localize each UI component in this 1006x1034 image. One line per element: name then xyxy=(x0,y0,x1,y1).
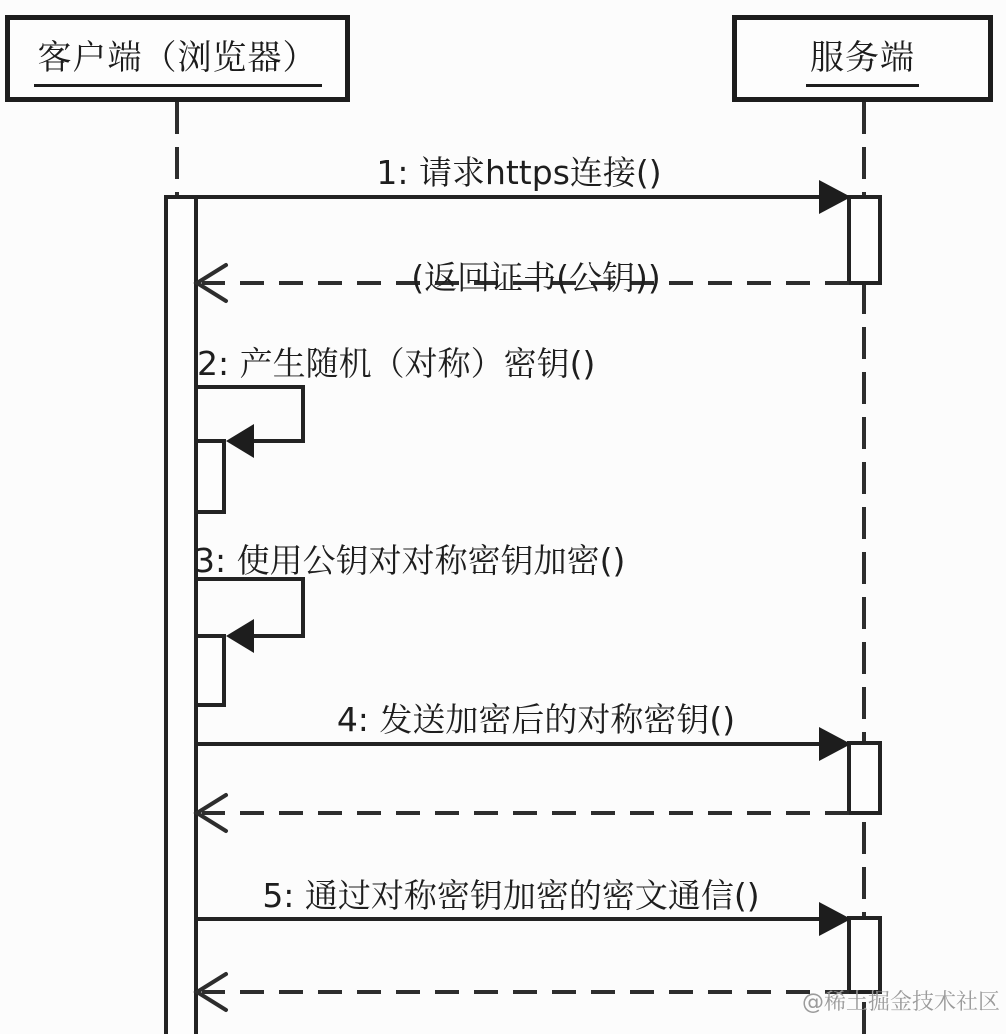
client-nested-activation-2 xyxy=(196,636,224,705)
self-message-2-arrowhead-icon xyxy=(226,424,254,458)
watermark: @稀土掘金技术社区 xyxy=(801,990,1000,1015)
return-1-label: (返回证书(公钥)) xyxy=(411,258,661,297)
actor-box-client xyxy=(5,15,350,102)
server-activation-bar-3 xyxy=(849,918,880,992)
actor-label-client: 客户端（浏览器） xyxy=(34,30,322,87)
client-nested-activation-1 xyxy=(196,441,224,512)
client-activation-bar xyxy=(166,197,196,1034)
message-5-label: 5: 通过对称密钥加密的密文通信() xyxy=(262,876,760,915)
self-message-3-arrowhead-icon xyxy=(226,619,254,653)
self-message-2-label: 2: 产生随机（对称）密钥() xyxy=(197,344,596,383)
actor-label-server: 服务端 xyxy=(806,30,919,87)
self-message-3-label: 3: 使用公钥对对称密钥加密() xyxy=(194,541,626,580)
server-activation-bar-2 xyxy=(849,743,880,813)
message-1-label: 1: 请求https连接() xyxy=(376,153,662,192)
actor-box-server xyxy=(732,15,993,102)
message-4-label: 4: 发送加密后的对称密钥() xyxy=(336,700,736,739)
